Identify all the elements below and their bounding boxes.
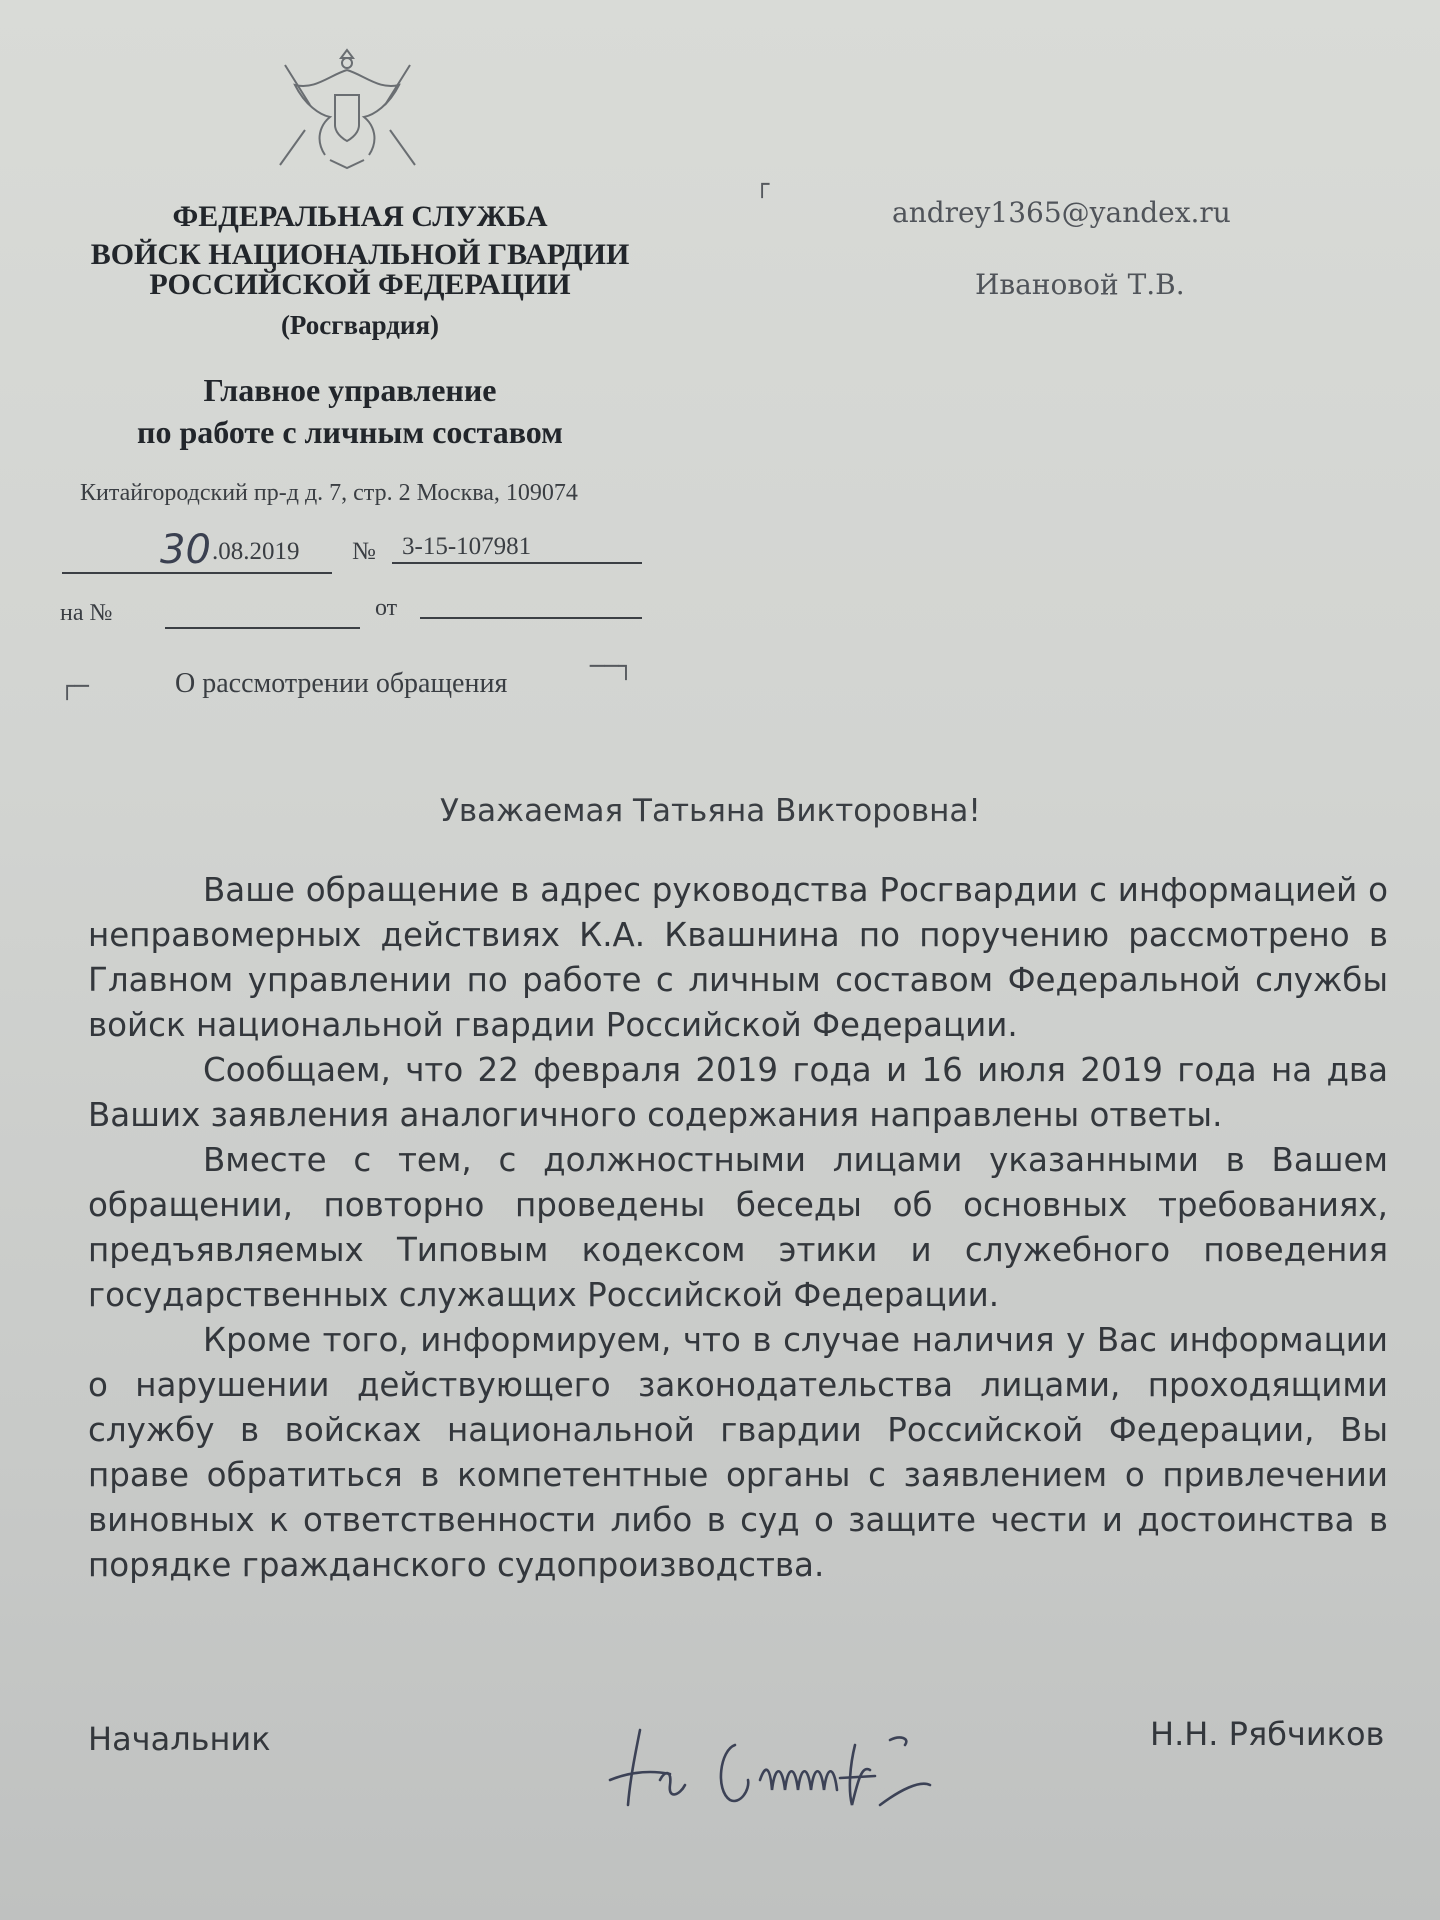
outgoing-number: 3-15-107981 [402, 533, 532, 560]
org-line-2: ВОЙСК НАЦИОНАЛЬНОЙ ГВАРДИИ [90, 238, 630, 271]
recipient-email: andrey1365@yandex.ru [892, 196, 1231, 229]
paragraph: Ваше обращение в адрес руководства Росгвардии с информацией о неправомерных действиях К.А. Квашнина по поручению рассмотрено в Главном управлении по работе с личным составом Федеральной службы войск национальной гвардии Российской Федерации. [88, 871, 1388, 1044]
ref-number-underline [165, 627, 360, 629]
rosgvardia-emblem-icon [275, 45, 420, 170]
date-rest: .08.2019 [212, 538, 300, 565]
sender-address: Китайгородский пр-д д. 7, стр. 2 Москва, 109074 [80, 480, 578, 506]
subject-corner-left-icon: ┌─ [60, 672, 89, 700]
dept-line-2: по работе с личным составом [137, 414, 563, 450]
number-underline [392, 562, 642, 564]
salutation: Уважаемая Татьяна Викторовна! [440, 793, 981, 829]
recipient-name: Ивановой Т.В. [975, 268, 1185, 301]
ref-number-label: на № [60, 600, 113, 626]
org-line-3: РОССИЙСКОЙ ФЕДЕРАЦИИ [149, 268, 571, 301]
letter-subject: О рассмотрении обращения [175, 668, 508, 699]
date-day-handwritten: 30 [160, 527, 211, 573]
dept-line-1: Главное управление [203, 372, 497, 408]
recipient-corner-icon: ┌ [755, 170, 770, 198]
paragraph: Сообщаем, что 22 февраля 2019 года и 16 июля 2019 года на два Ваших заявления аналогичного содержания направлены ответы. [88, 1051, 1388, 1134]
handwritten-signature [600, 1710, 1000, 1820]
number-label: № [352, 538, 376, 565]
paragraph: Кроме того, информируем, что в случае наличия у Вас информации о нарушении действующего законодательства лицами, проходящими службу в войсках национальной гвардии Российской Федерации, Вы праве обратиться в компетентные органы с заявлением о привлечении виновных к ответственности либо в суд о защите чести и достоинства в порядке гражданского судопроизводства. [88, 1321, 1388, 1584]
org-short-name: (Росгвардия) [280, 310, 440, 340]
signatory-name: Н.Н. Рябчиков [1150, 1715, 1385, 1753]
org-line-1: ФЕДЕРАЛЬНАЯ СЛУЖБА [172, 200, 548, 233]
signatory-title: Начальник [88, 1720, 271, 1758]
ref-from-label: от [375, 595, 398, 621]
letter-body [88, 868, 1388, 1588]
ref-date-underline [420, 617, 642, 619]
paragraph: Вместе с тем, с должностными лицами указанными в Вашем обращении, повторно проведены беседы об основных требованиях, предъявляемых Типовым кодексом этики и служебного поведения государственных служащих Российской Федерации. [88, 1141, 1388, 1314]
subject-corner-right-icon: ──┐ [590, 652, 634, 680]
